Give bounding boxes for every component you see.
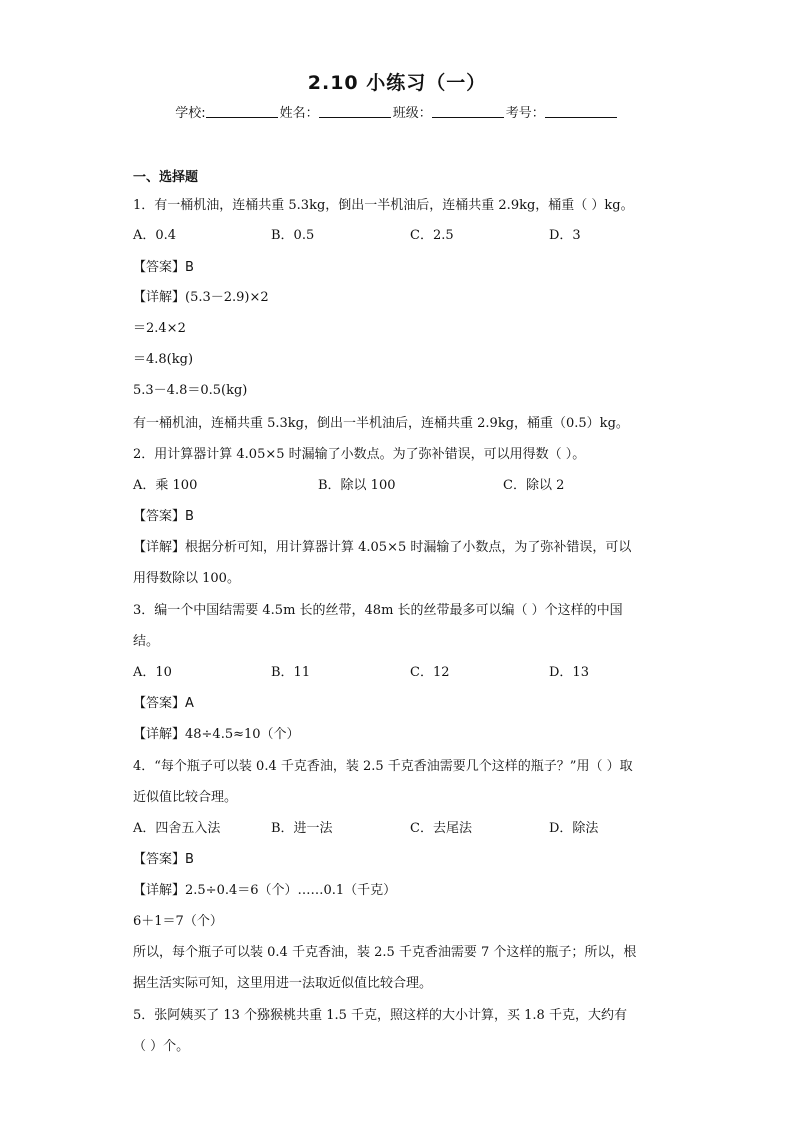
- q4-option-d: D．除法: [549, 821, 599, 836]
- q1-option-c: C．2.5: [410, 228, 454, 243]
- q1-detail-line: 5.3－4.8＝0.5(kg): [133, 383, 248, 398]
- q2-option-b: B．除以 100: [318, 478, 396, 493]
- q1-detail-line: 【详解】(5.3－2.9)×2: [133, 290, 269, 305]
- q2-detail-line: 用得数除以 100。: [133, 571, 240, 586]
- q3-option-d: D．13: [549, 665, 589, 680]
- q4-stem-line: 4．“每个瓶子可以装 0.4 千克香油，装 2.5 千克香油需要几个这样的瓶子？”用（ ）取: [133, 759, 633, 774]
- q4-detail-line: 据生活实际可知，这里用进一法取近似值比较合理。: [133, 976, 433, 991]
- q1-stem: 1．有一桶机油，连桶共重 5.3kg，倒出一半机油后，连桶共重 2.9kg，桶重（ ）kg。: [133, 198, 634, 213]
- q1-option-d: D．3: [549, 228, 581, 243]
- q1-option-b: B．0.5: [271, 228, 315, 243]
- q4-stem-line: 近似值比较合理。: [133, 790, 238, 805]
- q3-option-c: C．12: [410, 665, 450, 680]
- q4-detail-line: 【详解】2.5÷0.4＝6（个）……0.1（千克）: [133, 883, 397, 898]
- school-label: 学校:: [175, 106, 206, 121]
- q3-option-b: B．11: [271, 665, 311, 680]
- q3-stem-line: 结。: [133, 634, 160, 649]
- name-label: 姓名：: [279, 106, 319, 121]
- page-title: 2.10 小练习（一）: [307, 72, 487, 94]
- q3-answer: 【答案】A: [133, 696, 194, 711]
- q2-option-a: A．乘 100: [133, 478, 198, 493]
- school-blank[interactable]: [206, 105, 278, 118]
- q5-stem-line: 5．张阿姨买了 13 个猕猴桃共重 1.5 千克，照这样的大小计算，买 1.8 千克，大约有: [133, 1008, 627, 1023]
- number-blank[interactable]: [545, 105, 617, 118]
- q1-detail-line: ＝4.8(kg): [133, 352, 194, 367]
- q5-stem-line: （ ）个。: [133, 1039, 190, 1054]
- q4-detail-line: 6＋1＝7（个）: [133, 914, 223, 929]
- q1-detail-line: ＝2.4×2: [133, 321, 186, 336]
- class-blank[interactable]: [432, 105, 504, 118]
- q4-answer: 【答案】B: [133, 852, 194, 867]
- q2-detail-line: 【详解】根据分析可知，用计算器计算 4.05×5 时漏输了小数点，为了弥补错误，可以: [133, 540, 632, 555]
- q3-stem-line: 3．编一个中国结需要 4.5m 长的丝带，48m 长的丝带最多可以编（ ）个这样的中国: [133, 603, 623, 618]
- student-info-row: [0, 102, 794, 121]
- name-blank[interactable]: [319, 105, 391, 118]
- q3-detail-line: 【详解】48÷4.5≈10（个）: [133, 727, 300, 742]
- class-label: 班级：: [392, 106, 432, 121]
- q4-option-a: A．四舍五入法: [133, 821, 221, 836]
- q2-stem: 2．用计算器计算 4.05×5 时漏输了小数点。为了弥补错误，可以用得数（ ）。: [133, 447, 586, 462]
- q4-option-c: C．去尾法: [410, 821, 472, 836]
- q1-answer: 【答案】B: [133, 260, 194, 275]
- number-label: 考号：: [505, 106, 545, 121]
- q2-answer: 【答案】B: [133, 509, 194, 524]
- q2-option-c: C．除以 2: [503, 478, 565, 493]
- q3-option-a: A．10: [133, 665, 172, 680]
- q1-detail-line: 有一桶机油，连桶共重 5.3kg，倒出一半机油后，连桶共重 2.9kg，桶重（0.5）kg。: [133, 416, 629, 431]
- section-heading: 一、选择题: [133, 170, 199, 185]
- q4-option-b: B．进一法: [271, 821, 333, 836]
- q4-detail-line: 所以，每个瓶子可以装 0.4 千克香油，装 2.5 千克香油需要 7 个这样的瓶子；所以，根: [133, 945, 637, 960]
- q1-option-a: A．0.4: [133, 228, 177, 243]
